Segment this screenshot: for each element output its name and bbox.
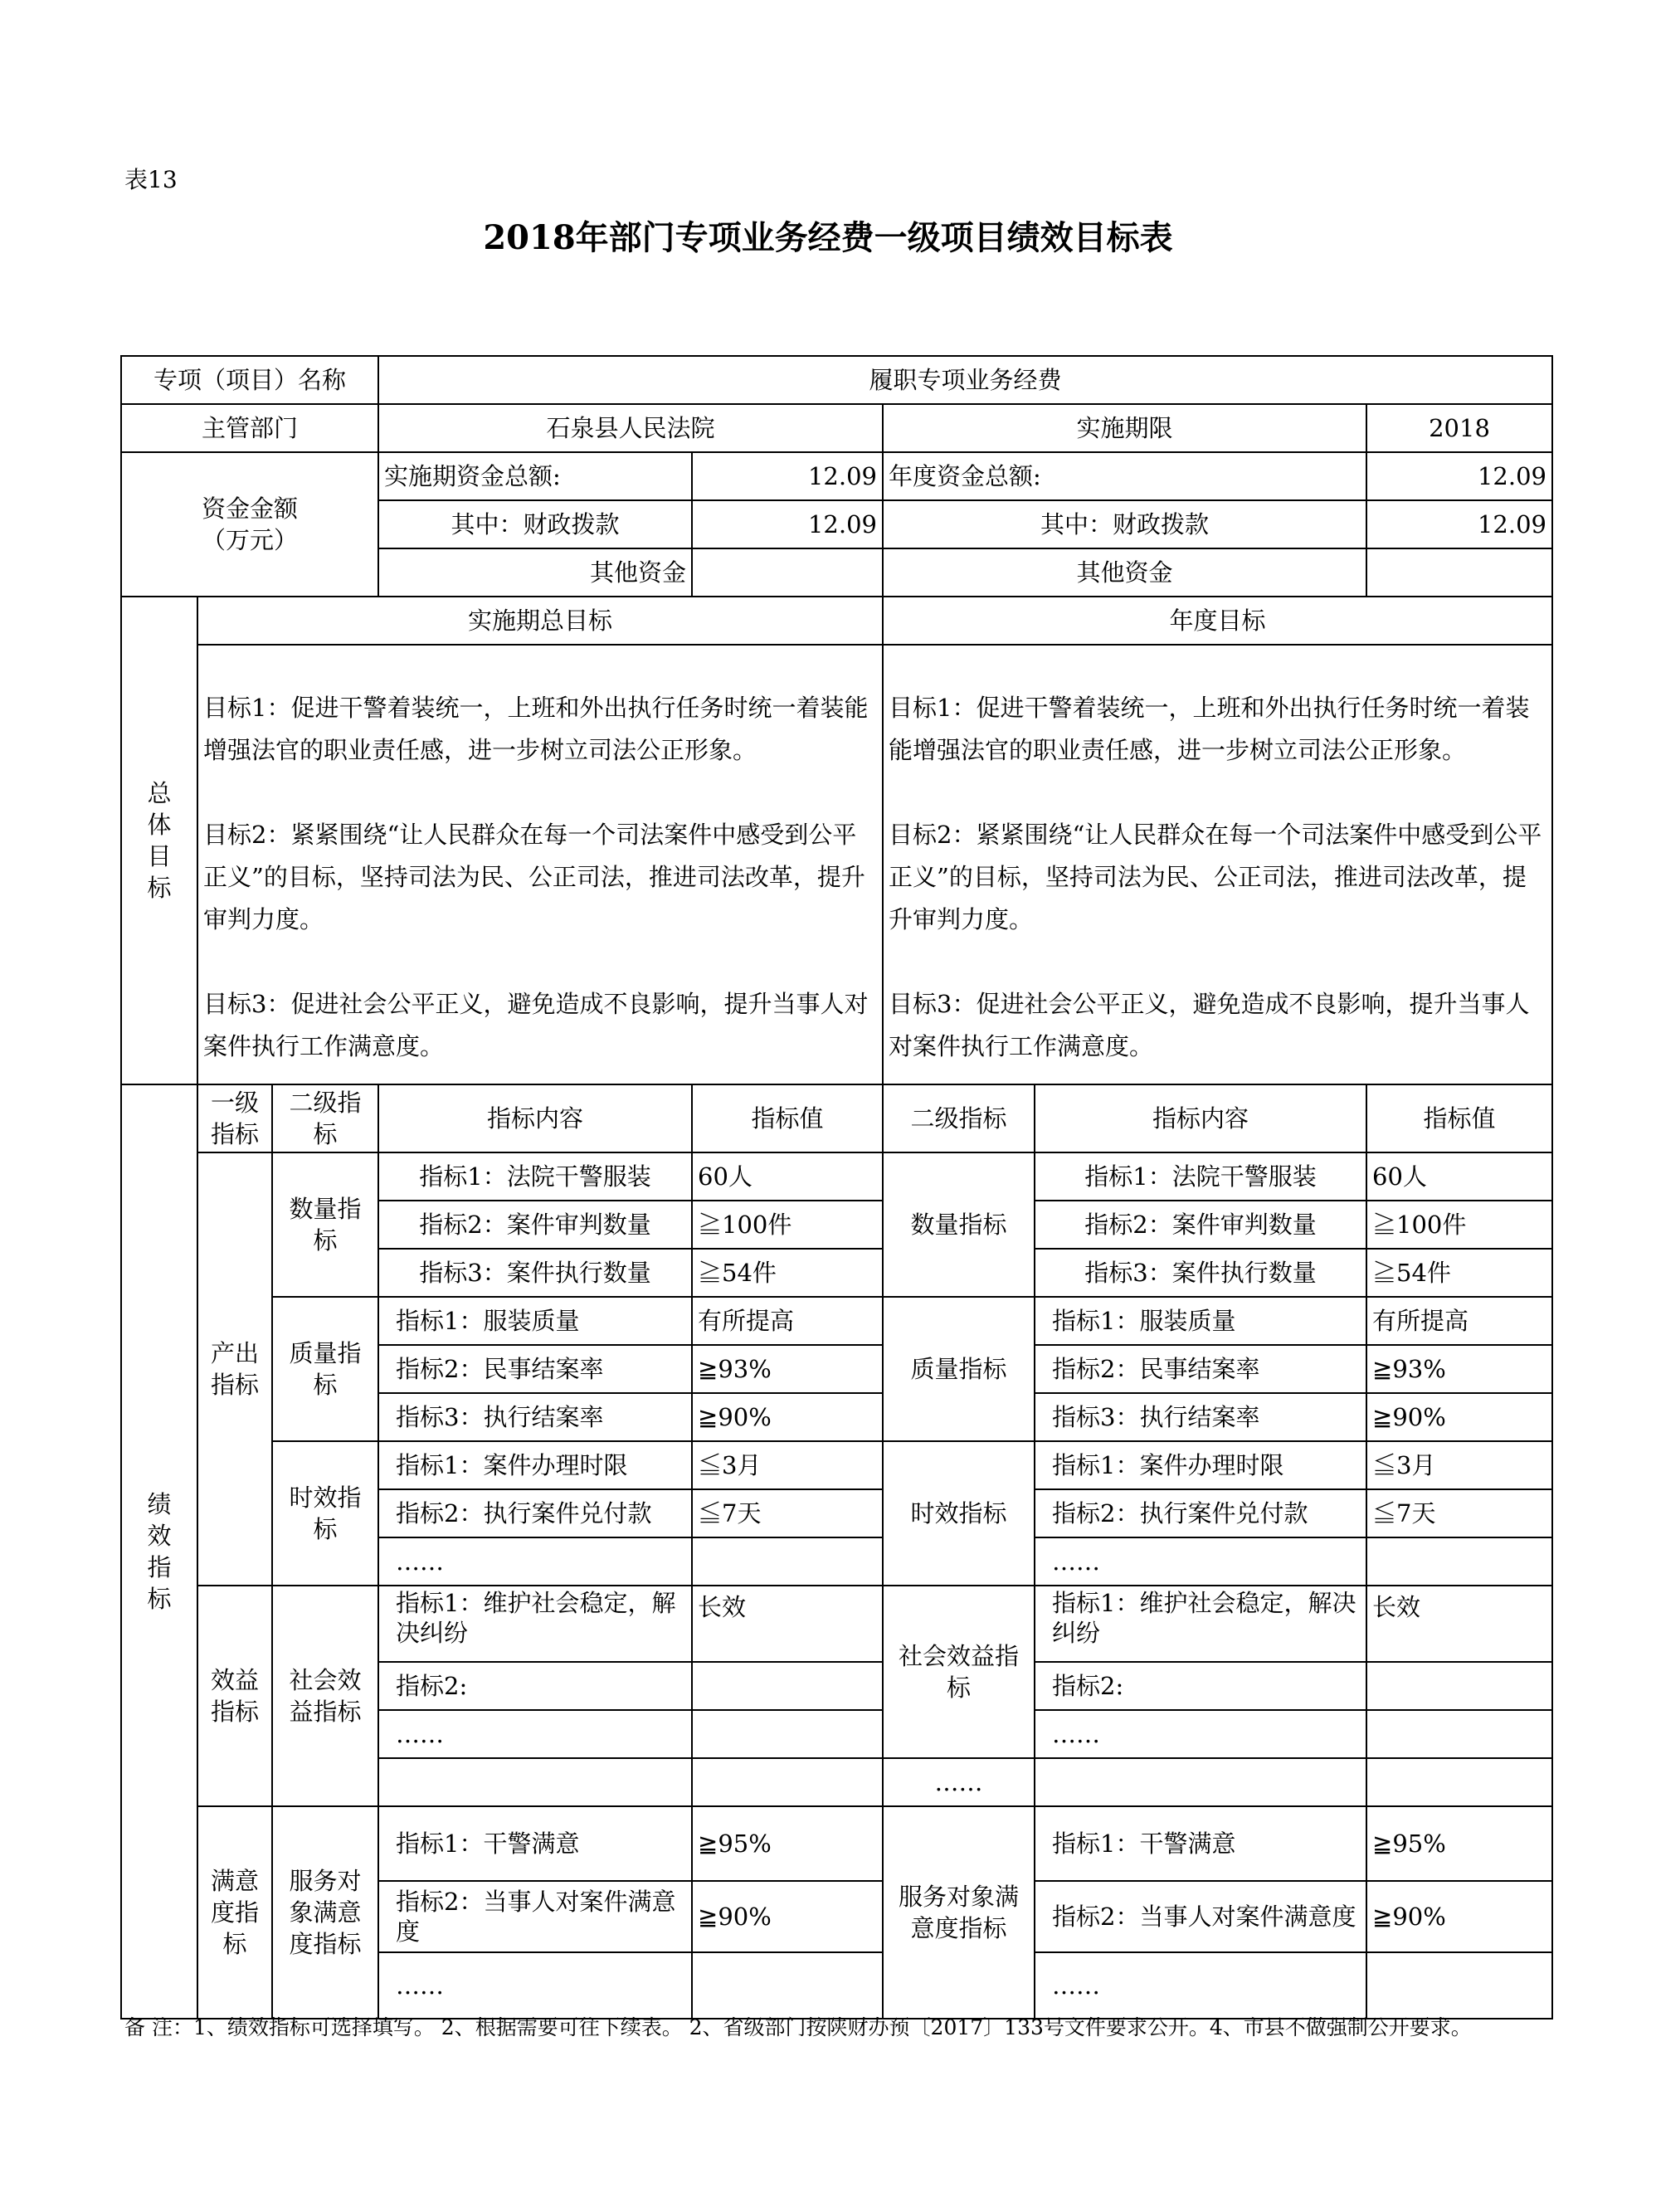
project-name-label: 专项（项目）名称 — [121, 356, 378, 404]
table-cell — [692, 1537, 883, 1586]
other-fund-value-annual — [1366, 548, 1552, 597]
social-indicator-label-annual: 社会效益指标 — [883, 1586, 1035, 1758]
table-cell: ≦7天 — [1366, 1489, 1552, 1537]
table-cell: ≧90% — [1366, 1393, 1552, 1441]
benefit-indicator-label: 效益指标 — [197, 1586, 272, 1806]
table-cell: …… — [378, 1537, 692, 1586]
table-cell: ≧90% — [692, 1881, 883, 1952]
table-cell: 长效 — [1366, 1586, 1552, 1662]
table-cell: 指标1：干警满意 — [378, 1806, 692, 1881]
perf-indicator-label: 绩 效 指 标 — [121, 1084, 197, 2019]
table-cell — [692, 1662, 883, 1710]
period-label: 实施期限 — [883, 404, 1366, 452]
table-cell: …… — [1035, 1952, 1366, 2019]
content-head-annual: 指标内容 — [1035, 1084, 1366, 1152]
table-cell: 指标1：维护社会稳定，解决纠纷 — [1035, 1586, 1366, 1662]
table-cell: 指标1：案件办理时限 — [378, 1441, 692, 1489]
table-cell: 60人 — [692, 1152, 883, 1201]
table-cell: 指标2: — [378, 1662, 692, 1710]
table-cell: …… — [378, 1710, 692, 1758]
other-fund-label-annual: 其他资金 — [883, 548, 1366, 597]
table-cell: ≧93% — [692, 1345, 883, 1393]
table-cell: 指标2：民事结案率 — [378, 1345, 692, 1393]
fiscal-label-annual: 其中：财政拨款 — [883, 500, 1366, 548]
table-cell: 指标3：案件执行数量 — [1035, 1249, 1366, 1297]
table-cell — [1035, 1758, 1366, 1806]
qual-indicator-label-annual: 质量指标 — [883, 1297, 1035, 1441]
time-indicator-label-annual: 时效指标 — [883, 1441, 1035, 1586]
service-indicator-label-annual: 服务对象满意度指标 — [883, 1806, 1035, 2019]
fund-label: 资金金额 （万元） — [121, 452, 378, 597]
table-cell: 指标1：维护社会稳定，解决纠纷 — [378, 1586, 692, 1662]
table-cell — [1366, 1758, 1552, 1806]
table-cell: ≦7天 — [692, 1489, 883, 1537]
table-cell: 指标2：执行案件兑付款 — [378, 1489, 692, 1537]
period-goal-head: 实施期总目标 — [197, 597, 883, 645]
annual-goals — [883, 645, 1552, 1084]
table-cell — [1366, 1662, 1552, 1710]
table-cell: ≦3月 — [1366, 1441, 1552, 1489]
table-cell: 指标2：案件审判数量 — [378, 1201, 692, 1249]
other-fund-label: 其他资金 — [378, 548, 692, 597]
table-cell: 指标1：法院干警服装 — [378, 1152, 692, 1201]
period-goal-1: 目标1：促进干警着装统一，上班和外出执行任务时统一着装能增强法官的职业责任感，进一步树立司法公正形象。 — [203, 694, 869, 764]
table-cell: ≧90% — [692, 1393, 883, 1441]
table-cell: ≧95% — [1366, 1806, 1552, 1881]
annual-goal-1: 目标1：促进干警着装统一，上班和外出执行任务时统一着装能增强法官的职业责任感，进一步树立司法公正形象。 — [889, 694, 1530, 764]
annual-fund-value: 12.09 — [1366, 452, 1552, 500]
table-cell: 指标3：案件执行数量 — [378, 1249, 692, 1297]
table-cell: 指标1：干警满意 — [1035, 1806, 1366, 1881]
table-cell: 指标2：民事结案率 — [1035, 1345, 1366, 1393]
qual-indicator-label: 质量指标 — [272, 1297, 378, 1441]
table-cell: 有所提高 — [692, 1297, 883, 1345]
table-cell: 指标1：法院干警服装 — [1035, 1152, 1366, 1201]
table-cell: 60人 — [1366, 1152, 1552, 1201]
level2-head: 二级指标 — [272, 1084, 378, 1152]
annual-goal-2: 目标2：紧紧围绕“让人民群众在每一个司法案件中感受到公平正义”的目标，坚持司法为民、公正司法，推进司法改革，提升审判力度。 — [889, 821, 1542, 933]
social-indicator-label: 社会效益指标 — [272, 1586, 378, 1806]
value-head: 指标值 — [692, 1084, 883, 1152]
table-cell: 指标2：案件审判数量 — [1035, 1201, 1366, 1249]
table-cell: ≧54件 — [692, 1249, 883, 1297]
table-cell: 指标2：当事人对案件满意度 — [378, 1881, 692, 1952]
period-goals — [197, 645, 883, 1084]
satisfaction-indicator-label: 满意度指标 — [197, 1806, 272, 2019]
table-cell: …… — [1035, 1537, 1366, 1586]
table-cell: 指标1：服装质量 — [1035, 1297, 1366, 1345]
time-indicator-label: 时效指标 — [272, 1441, 378, 1586]
table-cell: 指标3：执行结案率 — [378, 1393, 692, 1441]
table-cell: ≦3月 — [692, 1441, 883, 1489]
fiscal-label: 其中：财政拨款 — [378, 500, 692, 548]
other-fund-value — [692, 548, 883, 597]
table-cell: 指标1：案件办理时限 — [1035, 1441, 1366, 1489]
table-cell: 指标2: — [1035, 1662, 1366, 1710]
table-cell: ≧54件 — [1366, 1249, 1552, 1297]
table-cell — [1366, 1952, 1552, 2019]
table-cell: ≧100件 — [692, 1201, 883, 1249]
table-number: 表13 — [124, 166, 178, 193]
qty-indicator-label-annual: 数量指标 — [883, 1152, 1035, 1297]
period-goal-3: 目标3：促进社会公平正义，避免造成不良影响，提升当事人对案件执行工作满意度。 — [203, 990, 869, 1060]
dept-value: 石泉县人民法院 — [378, 404, 883, 452]
table-cell — [692, 1952, 883, 2019]
output-indicator-label: 产出指标 — [197, 1152, 272, 1586]
level1-head: 一级指标 — [197, 1084, 272, 1152]
dept-label: 主管部门 — [121, 404, 378, 452]
table-cell: ≧93% — [1366, 1345, 1552, 1393]
fiscal-value-annual: 12.09 — [1366, 500, 1552, 548]
content-head: 指标内容 — [378, 1084, 692, 1152]
annual-fund-label: 年度资金总额: — [883, 452, 1366, 500]
table-cell: 指标3：执行结案率 — [1035, 1393, 1366, 1441]
table-cell: …… — [378, 1952, 692, 2019]
table-cell: ≧90% — [1366, 1881, 1552, 1952]
table-cell — [692, 1758, 883, 1806]
table-cell: 指标2：执行案件兑付款 — [1035, 1489, 1366, 1537]
table-cell: …… — [883, 1758, 1035, 1806]
table-cell — [692, 1710, 883, 1758]
table-cell: 指标1：服装质量 — [378, 1297, 692, 1345]
value-head-annual: 指标值 — [1366, 1084, 1552, 1152]
qty-indicator-label: 数量指标 — [272, 1152, 378, 1297]
page-title: 2018年部门专项业务经费一级项目绩效目标表 — [483, 218, 1173, 257]
table-cell: ≧95% — [692, 1806, 883, 1881]
table-cell: 指标2：当事人对案件满意度 — [1035, 1881, 1366, 1952]
annual-goal-head: 年度目标 — [883, 597, 1552, 645]
fiscal-value: 12.09 — [692, 500, 883, 548]
level2-head-annual: 二级指标 — [883, 1084, 1035, 1152]
table-cell: ≧100件 — [1366, 1201, 1552, 1249]
service-indicator-label: 服务对象满意度指标 — [272, 1806, 378, 2019]
overall-goal-label: 总 体 目 标 — [121, 597, 197, 1084]
project-name: 履职专项业务经费 — [378, 356, 1552, 404]
footnote: 备 注：1、绩效指标可选择填写。 2、根据需要可往下续表。 2、省级部门按陕财办预〔2017〕133号文件要求公开。4、市县不做强制公开要求。 — [124, 2015, 1472, 2039]
table-cell: …… — [1035, 1710, 1366, 1758]
total-fund-label: 实施期资金总额: — [378, 452, 692, 500]
period-goal-2: 目标2：紧紧围绕“让人民群众在每一个司法案件中感受到公平正义”的目标，坚持司法为民、公正司法，推进司法改革，提升审判力度。 — [203, 821, 865, 933]
table-cell — [1366, 1710, 1552, 1758]
annual-goal-3: 目标3：促进社会公平正义，避免造成不良影响，提升当事人对案件执行工作满意度。 — [889, 990, 1530, 1060]
table-cell: 有所提高 — [1366, 1297, 1552, 1345]
performance-target-table — [120, 355, 1553, 2020]
table-cell — [1366, 1537, 1552, 1586]
table-cell: 长效 — [692, 1586, 883, 1662]
table-cell — [378, 1758, 692, 1806]
period-value: 2018 — [1366, 404, 1552, 452]
total-fund-value: 12.09 — [692, 452, 883, 500]
